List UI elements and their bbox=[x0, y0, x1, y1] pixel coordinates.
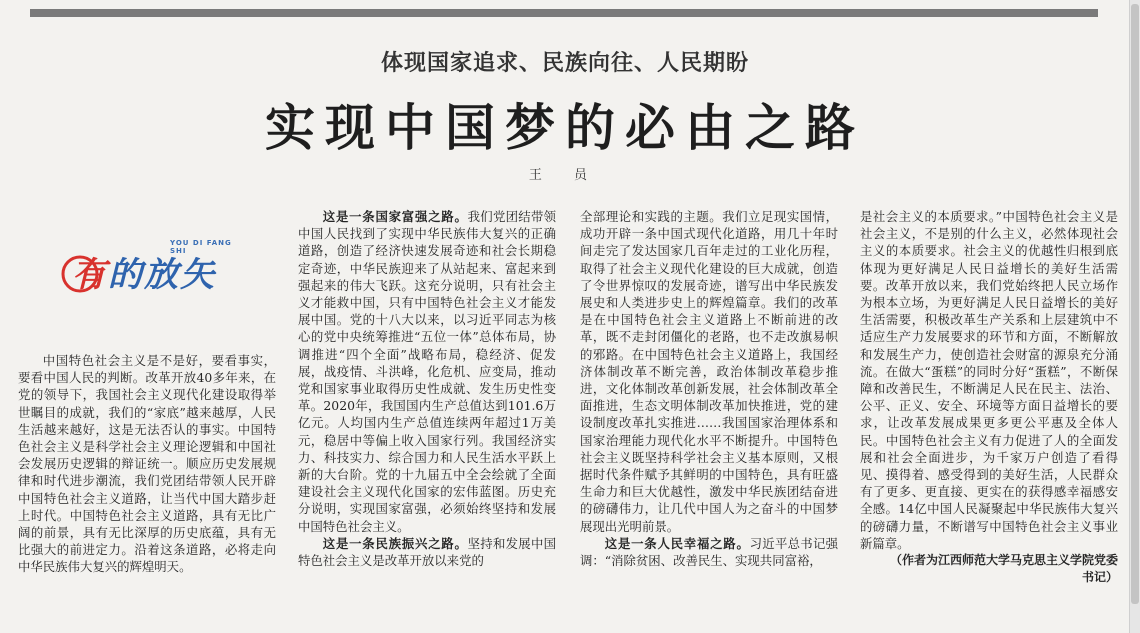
vertical-scrollbar[interactable] bbox=[1129, 0, 1140, 633]
article-column-4 bbox=[860, 208, 1118, 628]
paragraph bbox=[298, 535, 556, 569]
section-lead: 这是一条民族振兴之路。 bbox=[322, 535, 468, 551]
logo-rest-chars: 的放矢 bbox=[108, 255, 216, 295]
scrollbar-thumb[interactable] bbox=[1131, 4, 1139, 604]
article-subtitle: 体现国家追求、民族向往、人民期盼 bbox=[380, 51, 749, 76]
author-signature: （作者为江西师范大学马克思主义学院党委书记） bbox=[889, 553, 1118, 585]
article-column-1 bbox=[18, 352, 276, 628]
paragraph: 是社会主义的本质要求。”中国特色社会主义是社会主义，不是别的什么主义，必然体现社会主义的本质要求。社会主义的优越性归根到底体现为更好满足人民日益增长的美好生活需要。改革开放以来，我们党始终把人民立场作为根本立场，为更好满足人民日益增长的美好生活需要，积极改革生产关系和上层建筑中不适应生产力发展要求的环节和方面，不断解放和发展生产力，使创造社会财富的源泉充分涌流。在做大“蛋糕”的同时分好“蛋糕”，不断保障和改善民生，不断满足人民在民主、法治、公平、正义、安全、环境等方面日益增长的要求，让改革发展成果更多更公平惠及全体人民。中国特色社会主义有力促进了人的全面发展和社会全面进步，为千家万户创造了看得见、摸得着、感受得到的美好生活，人民群众有了更多、更直接、更实在的获得感幸福感安全感。14亿中国人民凝聚起中华民族伟大复兴的磅礴力量，不断谱写中国特色社会主义事业新篇章。 bbox=[860, 209, 1118, 551]
section-lead: 这是一条人民幸福之路。 bbox=[604, 535, 750, 551]
logo-pinyin: YOU DI FANG SHI bbox=[170, 239, 232, 255]
logo-first-char: 有 bbox=[72, 255, 108, 295]
paragraph: 中国特色社会主义是不是好，要看事实，要看中国人民的判断。改革开放40多年来，在党的领导下，我国社会主义现代化建设取得举世瞩目的成就，我们的“家底”越来越厚，人民生活越来越好，这是无法否认的事实。中国特色社会主义是科学社会主义理论逻辑和中国社会发展历史逻辑的辩证统一。顺应历史发展规律和时代进步潮流，我们党团结带领人民开辟中国特色社会主义道路，让当代中国大踏步赶上时代。中国特色社会主义道路，具有无比广阔的前景，具有无比深厚的历史底蕴，具有无比强大的前进定力。沿着这条道路，必将走向中华民族伟大复兴的辉煌明天。 bbox=[18, 353, 276, 575]
article-author: 王 员 bbox=[528, 168, 602, 183]
paragraph bbox=[580, 535, 838, 569]
paragraph bbox=[298, 208, 556, 535]
article-column-3 bbox=[580, 208, 838, 628]
paragraph-text: 坚持和发展中国特色社会主义是改革开放以来党的 bbox=[298, 535, 556, 569]
logo-text bbox=[72, 247, 216, 296]
paragraph: 全部理论和实践的主题。我们立足现实国情，成功开辟一条中国式现代化道路，用几十年时间走完了发达国家几百年走过的工业化历程，取得了社会主义现代化建设的巨大成就，创造了令世界惊叹的发展奇迹，谱写出中华民族发展史和人类进步史上的辉煌篇章。我们的改革是在中国特色社会主义道路上不断前进的改革，既不走封闭僵化的老路，也不走改旗易帜的邪路。在中国特色社会主义道路上，我国经济体制改革不断完善，政治体制改革稳步推进，文化体制改革创新发展，社会体制改革全面推进，生态文明体制改革加快推进，党的建设制度改革扎实推进……我国国家治理体系和国家治理能力现代化水平不断提升。中国特色社会主义既坚持科学社会主义基本原则，又根据时代条件赋予其鲜明的中国特色，具有旺盛生命力和巨大优越性，激发中华民族团结奋进的磅礴伟力，让几代中国人为之奋斗的中国梦展现出光明前景。 bbox=[580, 209, 838, 534]
paragraph-text: 我们党团结带领中国人民找到了实现中华民族伟大复兴的正确道路，创造了经济快速发展奇迹和社会长期稳定奇迹，中华民族迎来了从站起来、富起来到强起来的伟大飞跃。这充分说明，只有社会主义才能救中国，只有中国特色社会主义才能发展中国。党的十八大以来，以习近平同志为核心的党中央统筹推进“五位一体”总体布局，协调推进“四个全面”战略布局，稳经济、促发展，战疫情、斗洪峰，化危机、应变局，推动党和国家事业取得历史性成就、发生历史性变革。2020年，我国国内生产总值达到101.6万亿元。人均国内生产总值连续两年超过1万美元，稳居中等偏上收入国家行列。我国经济实力、科技实力、综合国力和人民生活水平跃上新的大台阶。党的十九届五中全会绘就了全面建设社会主义现代化国家的宏伟蓝图。历史充分说明，实现国家富强，必须始终坚持和发展中国特色社会主义。 bbox=[298, 209, 556, 534]
article-headline: 实现中国梦的必由之路 bbox=[265, 98, 865, 157]
article-column-2 bbox=[298, 208, 556, 628]
paragraph-text: 习近平总书记强调：“消除贫困、改善民生、实现共同富裕， bbox=[580, 535, 838, 569]
section-lead: 这是一条国家富强之路。 bbox=[322, 209, 468, 224]
top-rule bbox=[30, 9, 1098, 17]
column-logo bbox=[50, 233, 250, 303]
